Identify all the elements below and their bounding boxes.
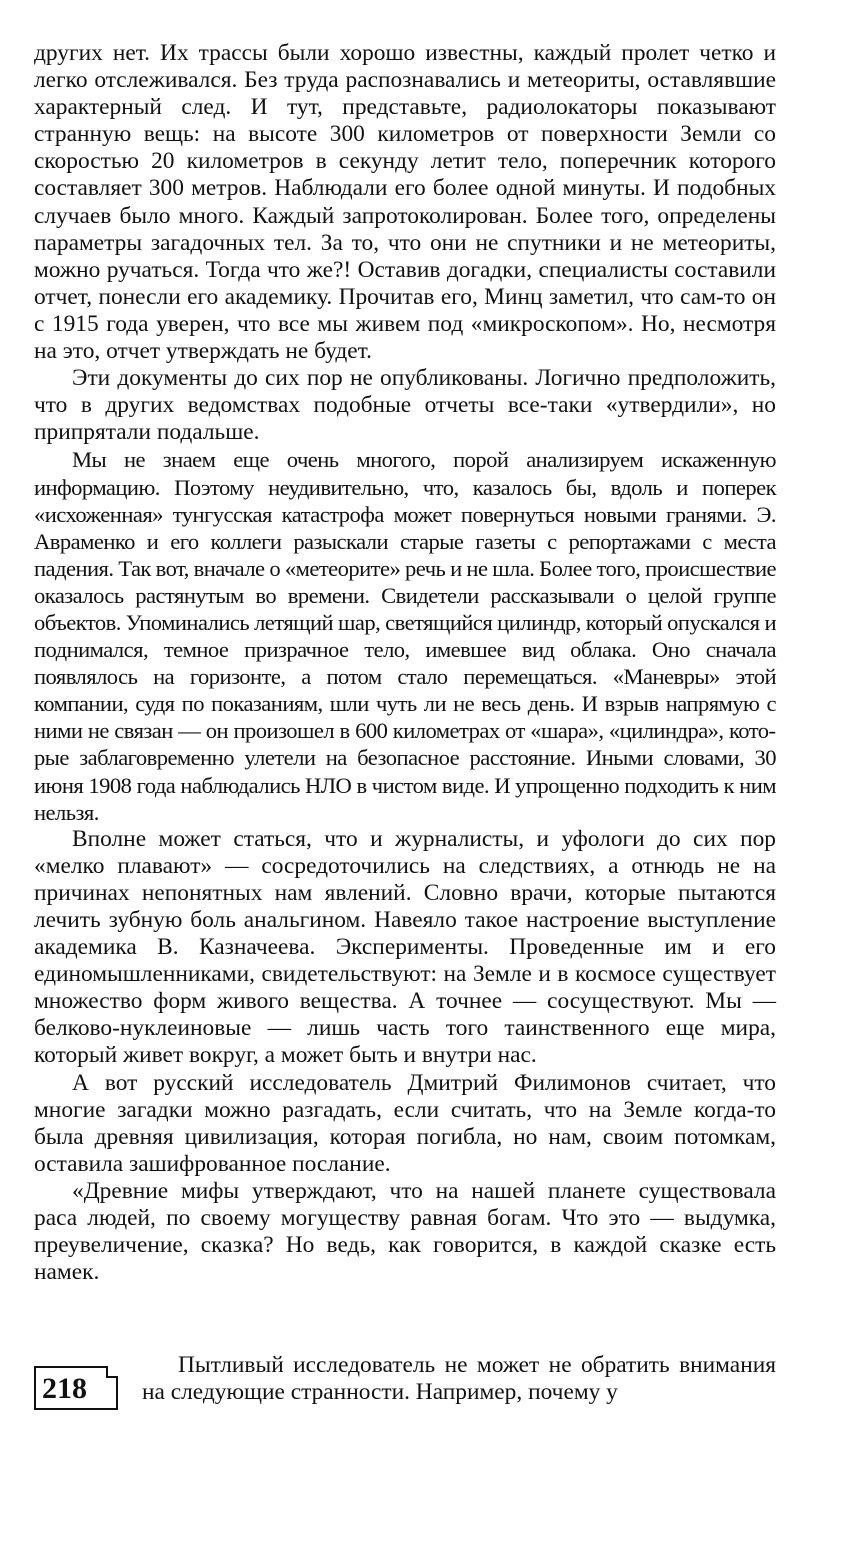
paragraph-final: Пытливый исследователь не может не обратить внимания на следующие странности. Например, почему у xyxy=(142,1352,776,1406)
paragraph-3: Мы не знаем еще очень многого, порой анализируем искаженную информацию. Поэтому неудивительно, что, казалось бы, вдоль и поперек «исхоженная» тунгусская катастрофа может повернуться новыми гранями. Э. Авраменко и его коллеги разыскали старые газеты с репортажами с места падения. Так вот, вначале о «метеорите» речь и не шла. Более того, происшествие оказалось растянутым во времени. Свидетели рассказывали о целой группе объектов. Упоминались летящий шар, светящийся цилиндр, который опускался и поднимался, темное призрачное тело, имевшее вид облака. Оно сначала появлялось на горизонте, а потом стало перемещаться. «Маневры» этой компании, судя по показаниям, шли чуть ли не весь день. И взрыв напрямую с ними не связан — он произошел в 600 километрах от «шара», «цилиндра», которые заблаговременно улетели на безопасное расстояние. Иными словами, 30 июня 1908 года наблюдались НЛО в чистом виде. И упрощенно подходить к ним нельзя. xyxy=(34,447,776,825)
paragraph-2: Эти документы до сих пор не опубликованы. Логично предположить, что в других ведомствах подобные отчеты все-таки «утвердили», но припрятали подальше. xyxy=(34,365,776,446)
page-number: 218 xyxy=(42,1372,87,1405)
paragraph-4: Вполне может статься, что и журналисты, и уфологи до сих пор «мелко плавают» — сосредоточились на следствиях, а отнюдь не на причинах непонятных нам явлений. Словно врачи, которые пытаются лечить зубную боль анальгином. Навеяло такое настроение выступление академика В. Казначеева. Эксперименты. Проведенные им и его единомышленниками, свидетельствуют: на Земле и в космосе существует множество форм живого вещества. А точнее — сосуществуют. Мы — белково-нуклеиновые — лишь часть того таинственного еще мира, который живет вокруг, а может быть и внутри нас. xyxy=(34,825,776,1069)
paragraph-1: других нет. Их трассы были хорошо известны, каждый пролет четко и легко отслеживался. Без труда распознавались и метеориты, оставлявшие характерный след. И тут, представьте, радиолокаторы показывают странную вещь: на высоте 300 километров от поверхности Земли со скоростью 20 километров в секунду летит тело, поперечник которого составляет 300 метров. Наблюдали его более одной минуты. И подобных случаев было много. Каждый запротоколирован. Более того, определены параметры загадочных тел. За то, что они не спутники и не метеориты, можно ручаться. Тогда что же?! Оставив догадки, специалисты составили отчет, понесли его академику. Прочитав его, Минц заметил, что сам-то он с 1915 года уверен, что все мы живем под «микроскопом». Но, несмотря на это, отчет утверждать не будет. xyxy=(34,40,776,365)
paragraph-6: «Древние мифы утверждают, что на нашей планете существовала раса людей, по своему могуществу равная богам. Что это — выдумка, преувеличение, сказка? Но ведь, как говорится, в каждой сказке есть намек. xyxy=(34,1177,776,1286)
page-text xyxy=(34,40,776,1286)
page-number-box xyxy=(34,1366,118,1410)
paragraph-5: А вот русский исследователь Дмитрий Филимонов считает, что многие загадки можно разгадать, если считать, что на Земле когда-то была древняя цивилизация, которая погибла, но нам, своим потомкам, оставила зашифрованное послание. xyxy=(34,1069,776,1177)
